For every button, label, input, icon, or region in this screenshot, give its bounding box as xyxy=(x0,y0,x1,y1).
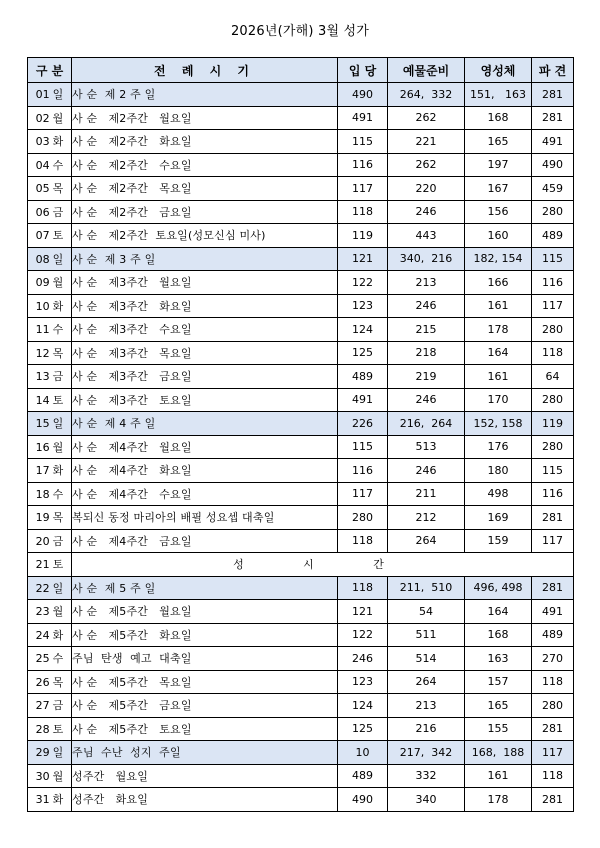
date-cell xyxy=(28,153,72,177)
entrance-hymn: 489 xyxy=(338,365,388,389)
liturgy-name: 복되신 동정 마리아의 배필 성요셉 대축일 xyxy=(72,506,338,530)
offertory-hymn: 246 xyxy=(388,200,465,224)
weekday: 목 xyxy=(52,182,64,196)
date-cell xyxy=(28,623,72,647)
table-row xyxy=(28,106,574,130)
offertory-hymn: 264 xyxy=(388,529,465,553)
communion-hymn: 161 xyxy=(465,294,532,318)
communion-hymn: 161 xyxy=(465,764,532,788)
weekday: 월 xyxy=(52,111,64,125)
communion-hymn: 156 xyxy=(465,200,532,224)
offertory-hymn: 216, 264 xyxy=(388,412,465,436)
weekday: 목 xyxy=(52,675,64,689)
weekday: 일 xyxy=(52,746,64,760)
day-number: 26 xyxy=(35,675,50,689)
dismissal-hymn: 118 xyxy=(532,764,574,788)
weekday: 토 xyxy=(52,558,64,572)
offertory-hymn: 246 xyxy=(388,294,465,318)
communion-hymn: 176 xyxy=(465,435,532,459)
weekday: 수 xyxy=(52,652,64,666)
offertory-hymn: 211 xyxy=(388,482,465,506)
weekday: 수 xyxy=(52,487,64,501)
day-number: 11 xyxy=(35,323,50,337)
liturgy-name: 주님 탄생 예고 대축일 xyxy=(72,647,338,671)
weekday: 목 xyxy=(52,346,64,360)
offertory-hymn: 443 xyxy=(388,224,465,248)
date-cell xyxy=(28,670,72,694)
table-row xyxy=(28,388,574,412)
day-number: 10 xyxy=(35,299,50,313)
special-note: 성 시 간 xyxy=(72,553,574,577)
offertory-hymn: 514 xyxy=(388,647,465,671)
table-row xyxy=(28,788,574,812)
liturgy-name: 사 순 제5주간 토요일 xyxy=(72,717,338,741)
date-cell xyxy=(28,200,72,224)
table-row xyxy=(28,670,574,694)
date-cell xyxy=(28,600,72,624)
date-cell xyxy=(28,388,72,412)
weekday: 화 xyxy=(52,628,64,642)
entrance-hymn: 121 xyxy=(338,247,388,271)
offertory-hymn: 217, 342 xyxy=(388,741,465,765)
table-row xyxy=(28,435,574,459)
offertory-hymn: 332 xyxy=(388,764,465,788)
date-cell xyxy=(28,764,72,788)
dismissal-hymn: 280 xyxy=(532,318,574,342)
entrance-hymn: 122 xyxy=(338,271,388,295)
offertory-hymn: 221 xyxy=(388,130,465,154)
communion-hymn: 166 xyxy=(465,271,532,295)
offertory-hymn: 54 xyxy=(388,600,465,624)
entrance-hymn: 121 xyxy=(338,600,388,624)
entrance-hymn: 490 xyxy=(338,83,388,107)
header-gubun: 구 분 xyxy=(28,58,72,83)
dismissal-hymn: 117 xyxy=(532,529,574,553)
weekday: 수 xyxy=(52,158,64,172)
entrance-hymn: 123 xyxy=(338,294,388,318)
liturgy-name: 주님 수난 성지 주일 xyxy=(72,741,338,765)
day-number: 02 xyxy=(35,111,50,125)
table-row xyxy=(28,130,574,154)
entrance-hymn: 115 xyxy=(338,435,388,459)
date-cell xyxy=(28,294,72,318)
offertory-hymn: 213 xyxy=(388,694,465,718)
offertory-hymn: 511 xyxy=(388,623,465,647)
liturgy-name: 사 순 제4주간 수요일 xyxy=(72,482,338,506)
day-number: 12 xyxy=(35,346,50,360)
day-number: 29 xyxy=(35,746,50,760)
entrance-hymn: 124 xyxy=(338,318,388,342)
liturgy-name: 사 순 제3주간 월요일 xyxy=(72,271,338,295)
dismissal-hymn: 115 xyxy=(532,459,574,483)
dismissal-hymn: 280 xyxy=(532,388,574,412)
dismissal-hymn: 115 xyxy=(532,247,574,271)
table-row xyxy=(28,764,574,788)
entrance-hymn: 118 xyxy=(338,576,388,600)
entrance-hymn: 489 xyxy=(338,764,388,788)
entrance-hymn: 115 xyxy=(338,130,388,154)
weekday: 화 xyxy=(52,135,64,149)
offertory-hymn: 340, 216 xyxy=(388,247,465,271)
day-number: 22 xyxy=(35,581,50,595)
dismissal-hymn: 117 xyxy=(532,741,574,765)
communion-hymn: 498 xyxy=(465,482,532,506)
liturgy-name: 사 순 제5주간 월요일 xyxy=(72,600,338,624)
table-row xyxy=(28,623,574,647)
entrance-hymn: 491 xyxy=(338,388,388,412)
liturgy-name: 성주간 월요일 xyxy=(72,764,338,788)
weekday: 일 xyxy=(52,252,64,266)
weekday: 금 xyxy=(52,699,64,713)
liturgy-name: 사 순 제2주간 화요일 xyxy=(72,130,338,154)
communion-hymn: 163 xyxy=(465,647,532,671)
entrance-hymn: 280 xyxy=(338,506,388,530)
entrance-hymn: 118 xyxy=(338,529,388,553)
liturgy-name: 사 순 제2주간 월요일 xyxy=(72,106,338,130)
date-cell xyxy=(28,271,72,295)
day-number: 06 xyxy=(35,205,50,219)
weekday: 화 xyxy=(52,793,64,807)
dismissal-hymn: 281 xyxy=(532,717,574,741)
day-number: 25 xyxy=(35,652,50,666)
table-row xyxy=(28,200,574,224)
communion-hymn: 168 xyxy=(465,623,532,647)
liturgy-name: 사 순 제3주간 수요일 xyxy=(72,318,338,342)
table-row xyxy=(28,247,574,271)
liturgy-name: 사 순 제5주간 목요일 xyxy=(72,670,338,694)
date-cell xyxy=(28,482,72,506)
dismissal-hymn: 489 xyxy=(532,623,574,647)
offertory-hymn: 340 xyxy=(388,788,465,812)
liturgy-name: 사 순 제3주간 목요일 xyxy=(72,341,338,365)
entrance-hymn: 125 xyxy=(338,341,388,365)
liturgy-name: 사 순 제5주간 화요일 xyxy=(72,623,338,647)
date-cell xyxy=(28,553,72,577)
communion-hymn: 168 xyxy=(465,106,532,130)
dismissal-hymn: 491 xyxy=(532,600,574,624)
entrance-hymn: 116 xyxy=(338,459,388,483)
liturgy-name: 사 순 제4주간 월요일 xyxy=(72,435,338,459)
entrance-hymn: 118 xyxy=(338,200,388,224)
liturgy-name: 사 순 제 4 주 일 xyxy=(72,412,338,436)
weekday: 수 xyxy=(52,323,64,337)
dismissal-hymn: 118 xyxy=(532,341,574,365)
entrance-hymn: 123 xyxy=(338,670,388,694)
dismissal-hymn: 280 xyxy=(532,435,574,459)
table-row xyxy=(28,529,574,553)
communion-hymn: 159 xyxy=(465,529,532,553)
dismissal-hymn: 281 xyxy=(532,506,574,530)
dismissal-hymn: 281 xyxy=(532,788,574,812)
offertory-hymn: 215 xyxy=(388,318,465,342)
dismissal-hymn: 270 xyxy=(532,647,574,671)
dismissal-hymn: 116 xyxy=(532,271,574,295)
entrance-hymn: 10 xyxy=(338,741,388,765)
date-cell xyxy=(28,318,72,342)
date-cell xyxy=(28,83,72,107)
communion-hymn: 496, 498 xyxy=(465,576,532,600)
day-number: 16 xyxy=(35,440,50,454)
date-cell xyxy=(28,506,72,530)
day-number: 24 xyxy=(35,628,50,642)
communion-hymn: 157 xyxy=(465,670,532,694)
header-liturgy: 전 례 시 기 xyxy=(72,58,338,83)
liturgy-name: 사 순 제 5 주 일 xyxy=(72,576,338,600)
weekday: 일 xyxy=(52,417,64,431)
date-cell xyxy=(28,694,72,718)
date-cell xyxy=(28,741,72,765)
communion-hymn: 197 xyxy=(465,153,532,177)
date-cell xyxy=(28,247,72,271)
day-number: 23 xyxy=(35,605,50,619)
offertory-hymn: 212 xyxy=(388,506,465,530)
table-row xyxy=(28,341,574,365)
weekday: 금 xyxy=(52,534,64,548)
weekday: 일 xyxy=(52,88,64,102)
weekday: 월 xyxy=(52,769,64,783)
table-row xyxy=(28,506,574,530)
header-dismissal: 파 견 xyxy=(532,58,574,83)
liturgy-name: 사 순 제3주간 토요일 xyxy=(72,388,338,412)
date-cell xyxy=(28,576,72,600)
offertory-hymn: 513 xyxy=(388,435,465,459)
communion-hymn: 161 xyxy=(465,365,532,389)
offertory-hymn: 264, 332 xyxy=(388,83,465,107)
communion-hymn: 167 xyxy=(465,177,532,201)
dismissal-hymn: 64 xyxy=(532,365,574,389)
day-number: 08 xyxy=(35,252,50,266)
entrance-hymn: 122 xyxy=(338,623,388,647)
entrance-hymn: 226 xyxy=(338,412,388,436)
table-row xyxy=(28,600,574,624)
table-row xyxy=(28,576,574,600)
communion-hymn: 160 xyxy=(465,224,532,248)
entrance-hymn: 117 xyxy=(338,482,388,506)
entrance-hymn: 491 xyxy=(338,106,388,130)
day-number: 01 xyxy=(35,88,50,102)
weekday: 금 xyxy=(52,205,64,219)
date-cell xyxy=(28,788,72,812)
offertory-hymn: 262 xyxy=(388,153,465,177)
liturgy-name: 성주간 화요일 xyxy=(72,788,338,812)
liturgy-name: 사 순 제4주간 화요일 xyxy=(72,459,338,483)
date-cell xyxy=(28,130,72,154)
table-row xyxy=(28,482,574,506)
table-row xyxy=(28,294,574,318)
table-row xyxy=(28,553,574,577)
dismissal-hymn: 491 xyxy=(532,130,574,154)
dismissal-hymn: 117 xyxy=(532,294,574,318)
table-row xyxy=(28,694,574,718)
table-row xyxy=(28,318,574,342)
day-number: 04 xyxy=(35,158,50,172)
communion-hymn: 151, 163 xyxy=(465,83,532,107)
header-communion: 영성체 xyxy=(465,58,532,83)
dismissal-hymn: 280 xyxy=(532,200,574,224)
day-number: 31 xyxy=(35,793,50,807)
dismissal-hymn: 459 xyxy=(532,177,574,201)
dismissal-hymn: 119 xyxy=(532,412,574,436)
communion-hymn: 165 xyxy=(465,694,532,718)
day-number: 28 xyxy=(35,722,50,736)
weekday: 토 xyxy=(52,393,64,407)
dismissal-hymn: 280 xyxy=(532,694,574,718)
offertory-hymn: 220 xyxy=(388,177,465,201)
date-cell xyxy=(28,647,72,671)
date-cell xyxy=(28,459,72,483)
day-number: 21 xyxy=(35,558,50,572)
entrance-hymn: 116 xyxy=(338,153,388,177)
date-cell xyxy=(28,529,72,553)
header-row xyxy=(28,58,574,83)
day-number: 14 xyxy=(35,393,50,407)
date-cell xyxy=(28,106,72,130)
communion-hymn: 168, 188 xyxy=(465,741,532,765)
offertory-hymn: 246 xyxy=(388,388,465,412)
entrance-hymn: 125 xyxy=(338,717,388,741)
table-row xyxy=(28,459,574,483)
day-number: 05 xyxy=(35,182,50,196)
weekday: 토 xyxy=(52,229,64,243)
communion-hymn: 182, 154 xyxy=(465,247,532,271)
entrance-hymn: 490 xyxy=(338,788,388,812)
weekday: 화 xyxy=(52,464,64,478)
offertory-hymn: 219 xyxy=(388,365,465,389)
date-cell xyxy=(28,341,72,365)
day-number: 20 xyxy=(35,534,50,548)
header-offertory: 예물준비 xyxy=(388,58,465,83)
communion-hymn: 178 xyxy=(465,318,532,342)
liturgy-name: 사 순 제3주간 화요일 xyxy=(72,294,338,318)
communion-hymn: 169 xyxy=(465,506,532,530)
date-cell xyxy=(28,435,72,459)
dismissal-hymn: 281 xyxy=(532,106,574,130)
table-row xyxy=(28,224,574,248)
dismissal-hymn: 490 xyxy=(532,153,574,177)
liturgy-name: 사 순 제2주간 수요일 xyxy=(72,153,338,177)
communion-hymn: 164 xyxy=(465,600,532,624)
day-number: 07 xyxy=(35,229,50,243)
day-number: 27 xyxy=(35,699,50,713)
table-row xyxy=(28,177,574,201)
day-number: 30 xyxy=(35,769,50,783)
date-cell xyxy=(28,717,72,741)
liturgy-name: 사 순 제 3 주 일 xyxy=(72,247,338,271)
table-row xyxy=(28,365,574,389)
header-entrance: 입 당 xyxy=(338,58,388,83)
day-number: 17 xyxy=(35,464,50,478)
day-number: 18 xyxy=(35,487,50,501)
offertory-hymn: 218 xyxy=(388,341,465,365)
date-cell xyxy=(28,365,72,389)
dismissal-hymn: 281 xyxy=(532,83,574,107)
offertory-hymn: 211, 510 xyxy=(388,576,465,600)
dismissal-hymn: 118 xyxy=(532,670,574,694)
offertory-hymn: 262 xyxy=(388,106,465,130)
day-number: 15 xyxy=(35,417,50,431)
offertory-hymn: 216 xyxy=(388,717,465,741)
entrance-hymn: 117 xyxy=(338,177,388,201)
communion-hymn: 155 xyxy=(465,717,532,741)
communion-hymn: 180 xyxy=(465,459,532,483)
entrance-hymn: 246 xyxy=(338,647,388,671)
liturgy-name: 사 순 제2주간 토요일(성모신심 미사) xyxy=(72,224,338,248)
weekday: 일 xyxy=(52,581,64,595)
weekday: 금 xyxy=(52,370,64,384)
liturgy-name: 사 순 제2주간 목요일 xyxy=(72,177,338,201)
communion-hymn: 170 xyxy=(465,388,532,412)
communion-hymn: 165 xyxy=(465,130,532,154)
dismissal-hymn: 281 xyxy=(532,576,574,600)
table-row xyxy=(28,717,574,741)
date-cell xyxy=(28,224,72,248)
dismissal-hymn: 116 xyxy=(532,482,574,506)
entrance-hymn: 124 xyxy=(338,694,388,718)
date-cell xyxy=(28,177,72,201)
weekday: 월 xyxy=(52,276,64,290)
page-title: 2026년(가해) 3월 성가 xyxy=(230,24,370,39)
date-cell xyxy=(28,412,72,436)
day-number: 13 xyxy=(35,370,50,384)
weekday: 화 xyxy=(52,299,64,313)
dismissal-hymn: 489 xyxy=(532,224,574,248)
liturgy-name: 사 순 제3주간 금요일 xyxy=(72,365,338,389)
liturgy-name: 사 순 제2주간 금요일 xyxy=(72,200,338,224)
liturgy-name: 사 순 제4주간 금요일 xyxy=(72,529,338,553)
communion-hymn: 152, 158 xyxy=(465,412,532,436)
table-row xyxy=(28,647,574,671)
day-number: 19 xyxy=(35,511,50,525)
hymn-schedule-table xyxy=(27,57,574,812)
offertory-hymn: 264 xyxy=(388,670,465,694)
entrance-hymn: 119 xyxy=(338,224,388,248)
weekday: 목 xyxy=(52,511,64,525)
table-row xyxy=(28,741,574,765)
day-number: 03 xyxy=(35,135,50,149)
table-row xyxy=(28,83,574,107)
liturgy-name: 사 순 제5주간 금요일 xyxy=(72,694,338,718)
offertory-hymn: 213 xyxy=(388,271,465,295)
weekday: 월 xyxy=(52,605,64,619)
day-number: 09 xyxy=(35,276,50,290)
weekday: 월 xyxy=(52,440,64,454)
communion-hymn: 164 xyxy=(465,341,532,365)
offertory-hymn: 246 xyxy=(388,459,465,483)
communion-hymn: 178 xyxy=(465,788,532,812)
liturgy-name: 사 순 제 2 주 일 xyxy=(72,83,338,107)
table-row xyxy=(28,153,574,177)
weekday: 토 xyxy=(52,722,64,736)
table-row xyxy=(28,412,574,436)
table-row xyxy=(28,271,574,295)
